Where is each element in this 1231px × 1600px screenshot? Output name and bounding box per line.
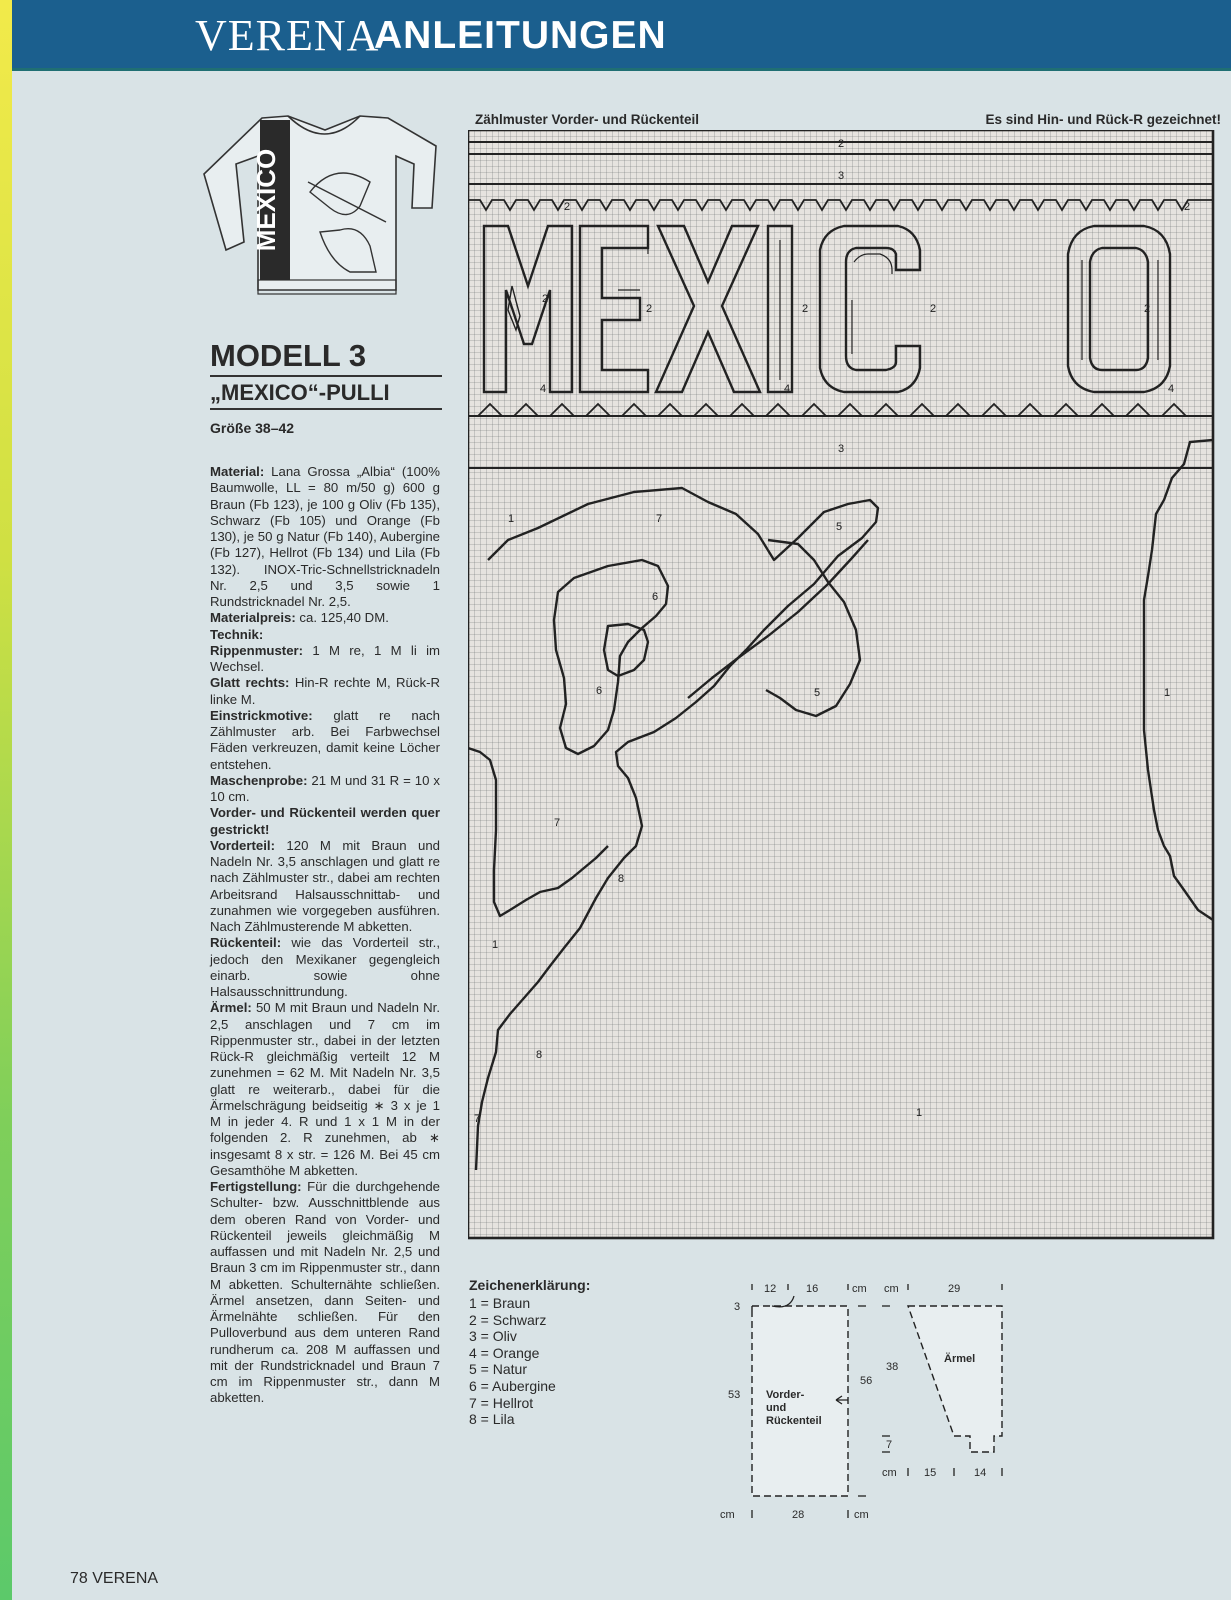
chart-label: 1 bbox=[916, 1107, 923, 1119]
unit-label: cm bbox=[882, 1467, 897, 1479]
size-info: Größe 38–42 bbox=[210, 420, 295, 436]
instruction-paragraph: Einstrickmotive: glatt re nach Zählmuster arb. Bei Farbwechsel Fäden verkreuzen, damit keine Löcher entstehen. bbox=[210, 707, 440, 772]
chart-label: 1 bbox=[1164, 687, 1171, 699]
sweater-illustration bbox=[200, 112, 448, 312]
chart-label: 2 bbox=[564, 201, 571, 213]
grid-note: Es sind Hin- und Rück-R gezeichnet! bbox=[985, 112, 1221, 127]
legend-item: 2 = Schwarz bbox=[469, 1311, 547, 1328]
legend-item: 6 = Aubergine bbox=[469, 1377, 556, 1394]
chart-label: 7 bbox=[474, 1113, 481, 1125]
section-title: ANLEITUNGEN bbox=[374, 14, 667, 57]
chart-label: 6 bbox=[596, 685, 603, 697]
measure-label: 29 bbox=[948, 1283, 961, 1295]
measure-label: 15 bbox=[924, 1467, 937, 1479]
chart-label: 2 bbox=[1144, 303, 1151, 315]
legend-item: 7 = Hellrot bbox=[469, 1394, 534, 1411]
chart-label: 7 bbox=[656, 513, 663, 525]
unit-label: cm bbox=[854, 1509, 869, 1521]
color-legend bbox=[469, 1295, 556, 1428]
measure-label: 28 bbox=[792, 1509, 805, 1521]
legend-item: 1 = Braun bbox=[469, 1295, 531, 1311]
knitting-chart bbox=[468, 130, 1219, 1242]
instruction-paragraph: Ärmel: 50 M mit Braun und Nadeln Nr. 2,5 anschlagen und 7 cm im Rippenmuster str., dabei in der letzten Rück-R gleichmäßig verteilt 12 M zunehmen = 62 M. Mit Nadeln Nr. 3,5 glatt re weiterarb., dabei für die Ärmelschrägung beidseitig ∗ 3 x je 1 M in jeder 4. R und 1 x 1 M in der folgenden 2. R zunehmen, ab ∗ insgesamt 8 x str. = 126 M. Bei 45 cm Gesamthöhe M abketten. bbox=[210, 1000, 440, 1178]
chart-label: 5 bbox=[814, 687, 821, 699]
unit-label: cm bbox=[852, 1283, 867, 1295]
measure-label: 16 bbox=[806, 1283, 819, 1295]
instruction-paragraph: Material: Lana Grossa „Albia“ (100% Baumwolle, LL = 80 m/50 g) 600 g Braun (Fb 123), je 100 g Oliv (Fb 135), Schwarz (Fb 105) und Orange (Fb 130), je 50 g Natur (Fb 140), Aubergine (Fb 127), Hellrot (Fb 134) und Lila (Fb 132). INOX-Tric-Schnellstricknadeln Nr. 2,5 und 3,5 sowie 1 Rundstricknadel Nr. 2,5. bbox=[210, 464, 440, 609]
legend-item: 4 = Orange bbox=[469, 1344, 540, 1361]
grid-title: Zählmuster Vorder- und Rückenteil bbox=[475, 112, 700, 127]
instruction-paragraph: Vorderteil: 120 M mit Braun und Nadeln Nr. 3,5 anschlagen und glatt re nach Zählmuster str., dabei am rechten Arbeitsrand Halsausschnittab- und zunahmen wie vorgegeben ausführen. Nach Zählmusterende M abketten. bbox=[210, 837, 440, 934]
instruction-paragraph: Glatt rechts: Hin-R rechte M, Rück-R linke M. bbox=[210, 675, 440, 707]
legend-item: 5 = Natur bbox=[469, 1361, 527, 1378]
magazine-header bbox=[12, 0, 1231, 71]
chart-label: 2 bbox=[802, 303, 809, 315]
legend-item: 3 = Oliv bbox=[469, 1328, 517, 1345]
chart-label: 2 bbox=[1184, 201, 1191, 213]
chart-label: 2 bbox=[542, 293, 549, 305]
chart-label: 8 bbox=[536, 1049, 543, 1061]
chart-label: 5 bbox=[836, 521, 843, 533]
model-title: MODELL 3 bbox=[210, 338, 442, 377]
instruction-paragraph: Vorder- und Rückenteil werden quer gestrickt! bbox=[210, 805, 440, 837]
chart-label: 4 bbox=[540, 383, 547, 395]
instruction-paragraph: Technik: bbox=[210, 626, 264, 642]
instruction-paragraph: Materialpreis: ca. 125,40 DM. bbox=[210, 610, 389, 626]
model-subtitle: „MEXICO“-PULLI bbox=[210, 380, 442, 410]
chart-label: 8 bbox=[618, 873, 625, 885]
instruction-paragraph: Fertigstellung: Für die durchgehende Schulter- bzw. Ausschnittblende aus dem oberen Rand von Vorder- und Rückenteil jeweils gleichmäßig M auffassen und mit Nadeln Nr. 2,5 und Braun 3 cm im Rippenmuster str., dann M abketten. Schulternähte schließen. Ärmel ansetzen, dann Seiten- und Ärmelnähte schließen. Für den Pulloverbund aus dem unteren Rand rundherum ca. 208 M auffassen und mit der Rundstricknadel und Braun 7 cm im Rippenmuster str., dann M abketten. bbox=[210, 1179, 440, 1406]
chart-label: 2 bbox=[838, 138, 845, 150]
chart-label: 2 bbox=[646, 303, 653, 315]
legend-title: Zeichenerklärung: bbox=[469, 1277, 591, 1293]
chart-label: 1 bbox=[492, 939, 499, 951]
chart-label: 3 bbox=[838, 443, 845, 455]
measurement-schematic bbox=[720, 1270, 1040, 1530]
measure-label: 3 bbox=[734, 1301, 741, 1313]
instructions-text bbox=[210, 464, 440, 1407]
measure-label: 56 bbox=[860, 1375, 873, 1387]
magazine-brand: VERENA bbox=[195, 11, 380, 60]
page-footer: 78 VERENA bbox=[70, 1570, 159, 1587]
measure-label: 12 bbox=[764, 1283, 777, 1295]
piece-label: Vorder- bbox=[766, 1389, 805, 1401]
unit-label: cm bbox=[720, 1509, 735, 1521]
measure-label: 53 bbox=[728, 1389, 741, 1401]
piece-label: Rückenteil bbox=[766, 1415, 822, 1427]
legend-item: 8 = Lila bbox=[469, 1411, 515, 1428]
chart-label: 2 bbox=[930, 303, 937, 315]
unit-label: cm bbox=[884, 1283, 899, 1295]
instruction-paragraph: Maschenprobe: 21 M und 31 R = 10 x 10 cm. bbox=[210, 772, 440, 804]
instruction-paragraph: Rückenteil: wie das Vorderteil str., jedoch den Mexikaner gegengleich einarb. sowie ohne Halsausschnittrundung. bbox=[210, 935, 440, 999]
page-edge-strip bbox=[0, 0, 12, 1600]
chart-label: 6 bbox=[652, 591, 659, 603]
measure-label: 38 bbox=[886, 1361, 899, 1373]
sweater-label: MEXICO bbox=[251, 148, 281, 252]
measure-label: 14 bbox=[974, 1467, 987, 1479]
chart-label: 7 bbox=[554, 817, 561, 829]
piece-label: und bbox=[766, 1402, 787, 1414]
chart-label: 4 bbox=[1168, 383, 1175, 395]
chart-label: 4 bbox=[784, 383, 791, 395]
chart-label: 1 bbox=[508, 513, 515, 525]
measure-label: 7 bbox=[886, 1439, 893, 1451]
instruction-paragraph: Rippenmuster: 1 M re, 1 M li im Wechsel. bbox=[210, 642, 440, 674]
chart-label: 3 bbox=[838, 170, 845, 182]
piece-label: Ärmel bbox=[944, 1353, 976, 1365]
